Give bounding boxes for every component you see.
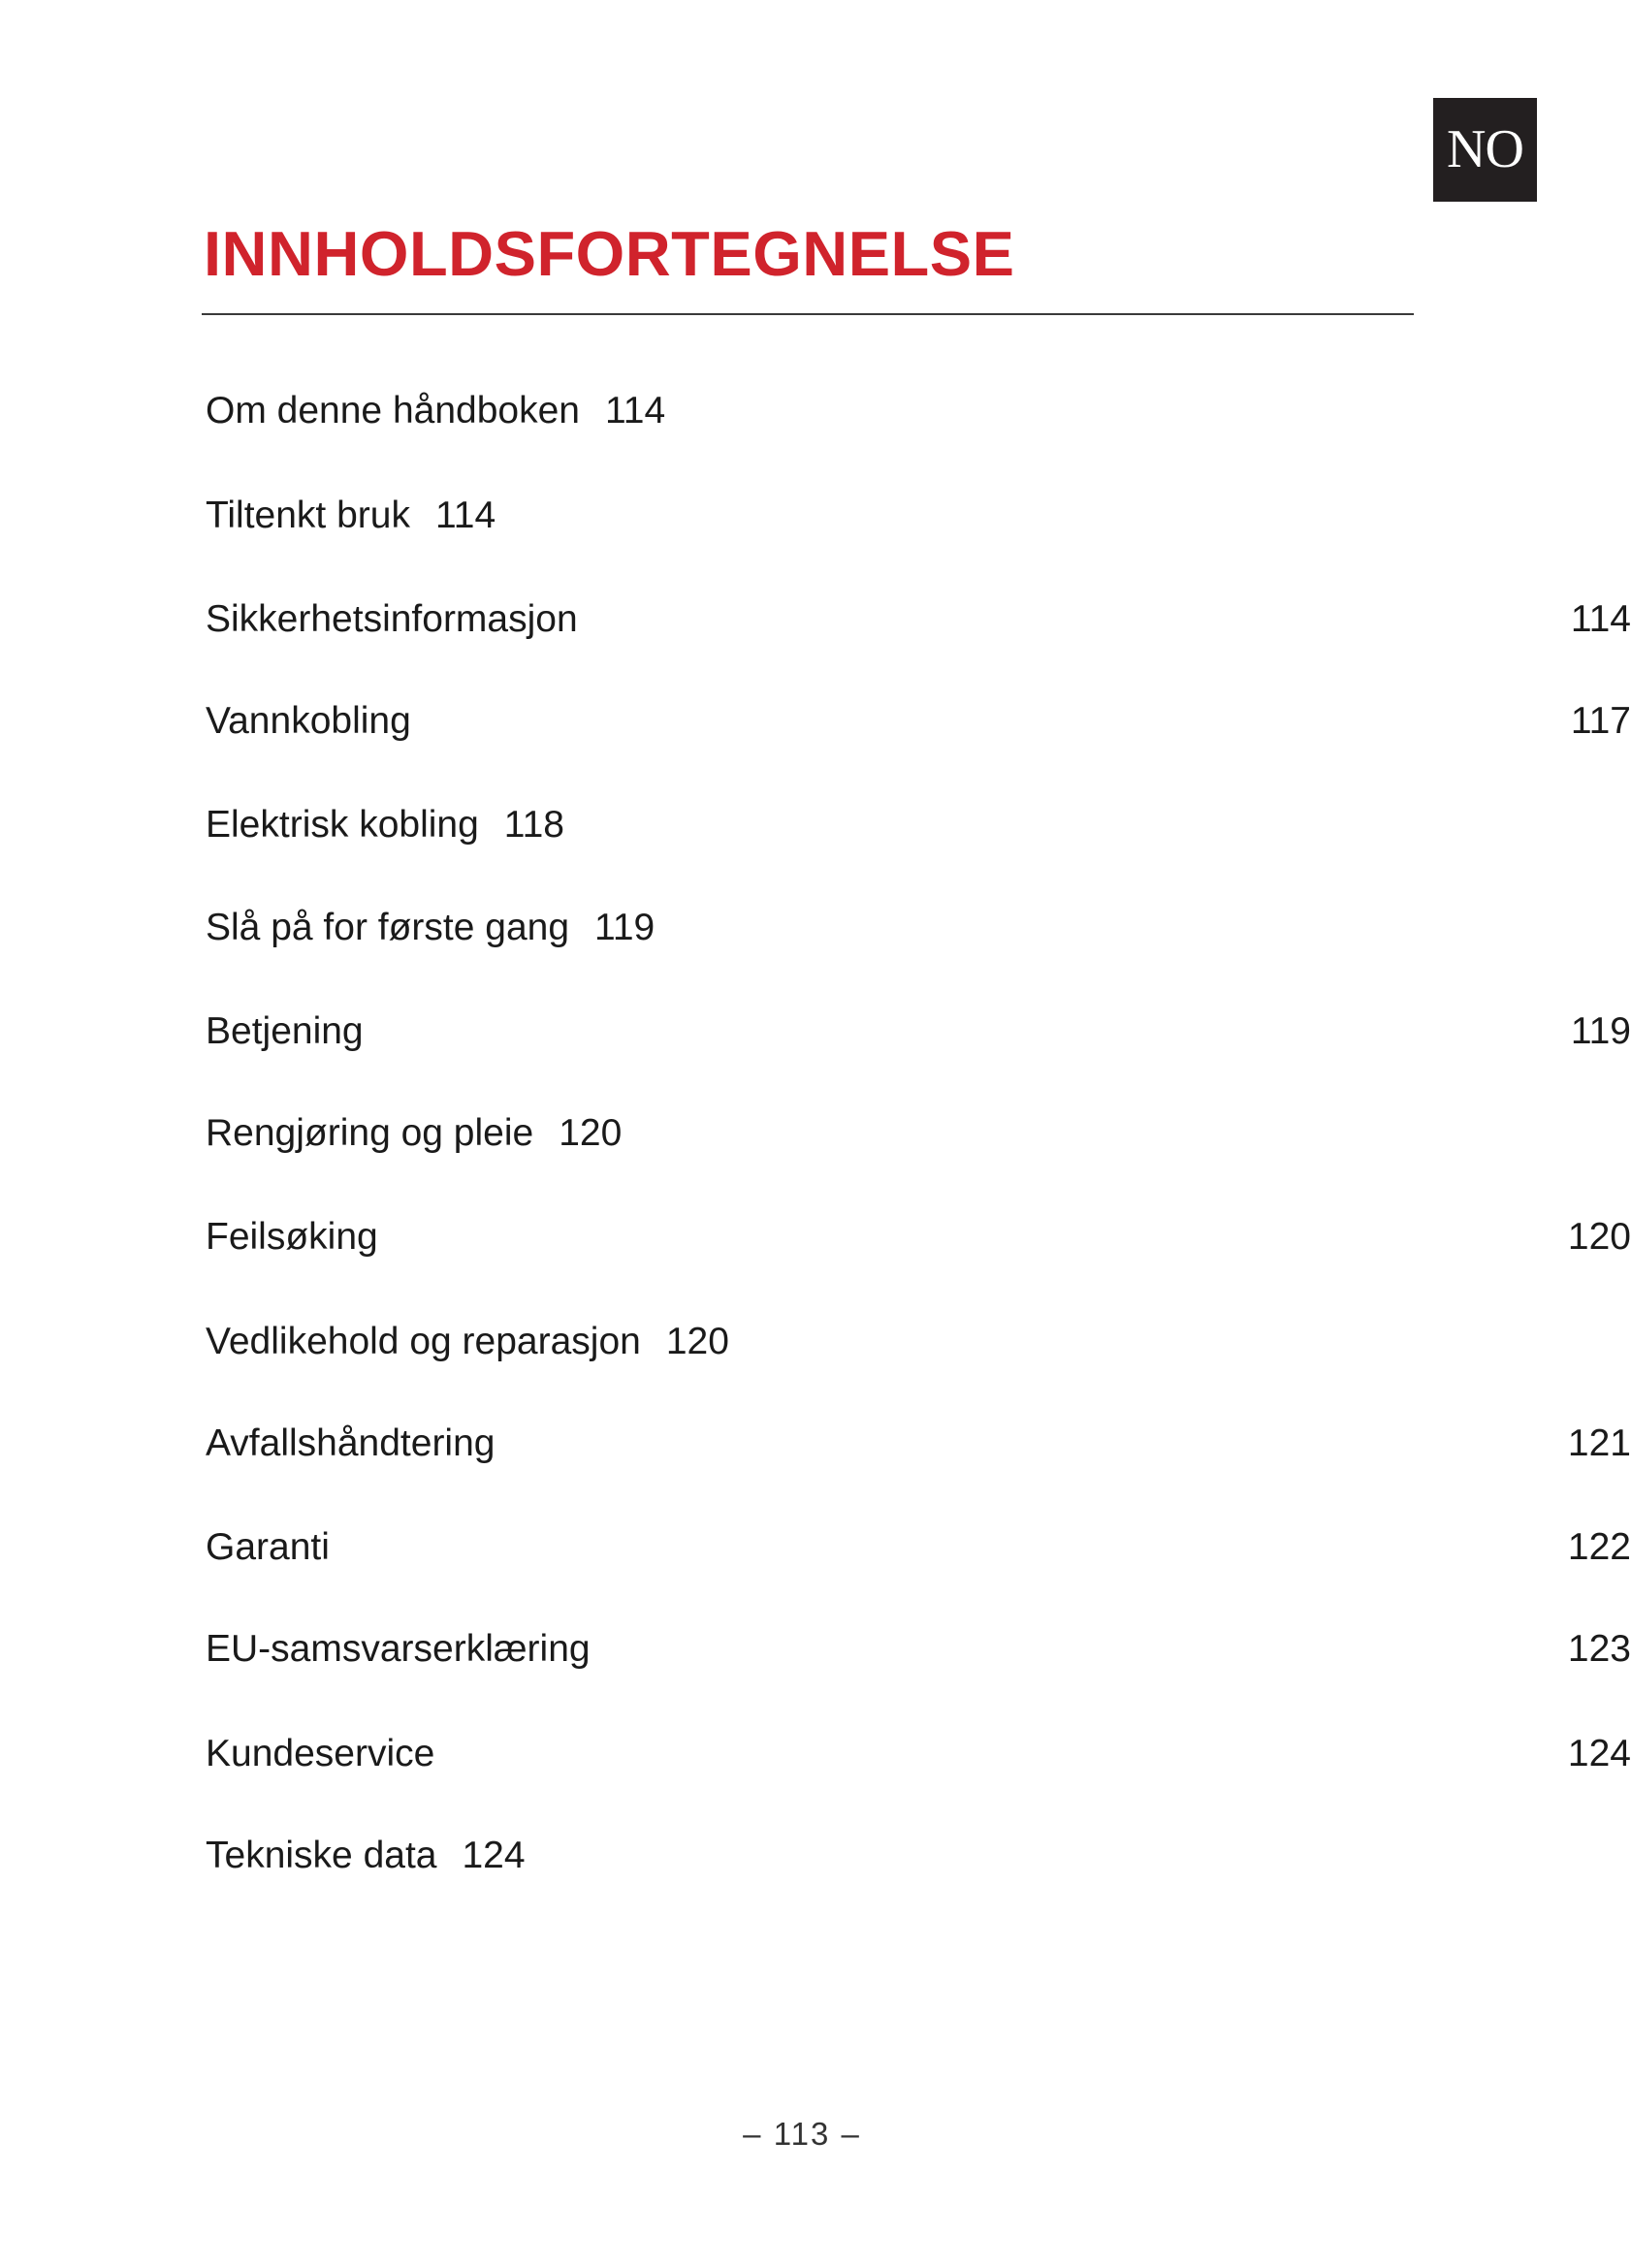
toc-entry-page: 114 bbox=[434, 495, 496, 536]
language-badge: NO bbox=[1433, 98, 1537, 202]
toc-entry-label: Kundeservice bbox=[206, 1733, 435, 1774]
toc-entry-page: 123 bbox=[1567, 1628, 1631, 1670]
toc-entry-page: 117 bbox=[1570, 700, 1631, 742]
toc-entry-page: 114 bbox=[1570, 598, 1631, 640]
toc-entry[interactable] bbox=[206, 1625, 1631, 1674]
title-divider bbox=[202, 313, 1414, 315]
toc-entry-label: EU-samsvarserklæring bbox=[206, 1628, 591, 1670]
toc-entry-label: Feilsøking bbox=[206, 1216, 378, 1258]
toc-entry-label: Betjening bbox=[206, 1010, 364, 1052]
toc-entry-label: Om denne håndboken bbox=[206, 390, 580, 431]
toc-entry-page: 119 bbox=[594, 907, 656, 948]
toc-entry[interactable] bbox=[206, 1420, 1631, 1468]
toc-entry-label: Sikkerhetsinformasjon bbox=[206, 598, 578, 640]
toc-entry-page: 120 bbox=[559, 1112, 623, 1154]
toc-entry[interactable] bbox=[206, 801, 564, 849]
toc-entry[interactable] bbox=[206, 1007, 1631, 1056]
toc-entry-label: Garanti bbox=[206, 1526, 330, 1568]
toc-entry[interactable] bbox=[206, 697, 1631, 746]
toc-entry-page: 119 bbox=[1570, 1010, 1631, 1052]
toc-entry-label: Vannkobling bbox=[206, 700, 411, 742]
toc-entry-label: Elektrisk kobling bbox=[206, 804, 479, 846]
toc-entry-page: 120 bbox=[665, 1321, 729, 1362]
toc-entry-page: 118 bbox=[503, 804, 564, 846]
toc-entry[interactable] bbox=[206, 1213, 1631, 1262]
toc-entry-page: 124 bbox=[462, 1835, 526, 1876]
toc-entry-label: Rengjøring og pleie bbox=[206, 1112, 534, 1154]
toc-entry-label: Tiltenkt bruk bbox=[206, 495, 410, 536]
toc-entry-label: Slå på for første gang bbox=[206, 907, 570, 948]
toc-entry[interactable] bbox=[206, 1730, 1631, 1778]
toc-entry[interactable] bbox=[206, 904, 655, 952]
page-number: – 113 – bbox=[743, 2116, 861, 2152]
toc-entry[interactable] bbox=[206, 1523, 1631, 1572]
toc-entry-label: Vedlikehold og reparasjon bbox=[206, 1321, 641, 1362]
toc-entry[interactable] bbox=[206, 1318, 729, 1366]
toc-entry-page: 122 bbox=[1567, 1526, 1631, 1568]
toc-entry[interactable] bbox=[206, 1109, 622, 1158]
toc-entry-page: 121 bbox=[1567, 1422, 1631, 1464]
toc-entry[interactable] bbox=[206, 387, 665, 435]
toc-entry[interactable] bbox=[206, 492, 496, 540]
toc-entry-label: Tekniske data bbox=[206, 1835, 437, 1876]
toc-entry[interactable] bbox=[206, 1832, 526, 1880]
toc-entry-page: 120 bbox=[1567, 1216, 1631, 1258]
page-title: INNHOLDSFORTEGNELSE bbox=[204, 218, 1015, 289]
toc-entry-label: Avfallshåndtering bbox=[206, 1422, 496, 1464]
toc-entry[interactable] bbox=[206, 595, 1631, 644]
toc-entry-page: 114 bbox=[604, 390, 666, 431]
toc-entry-page: 124 bbox=[1567, 1733, 1631, 1774]
